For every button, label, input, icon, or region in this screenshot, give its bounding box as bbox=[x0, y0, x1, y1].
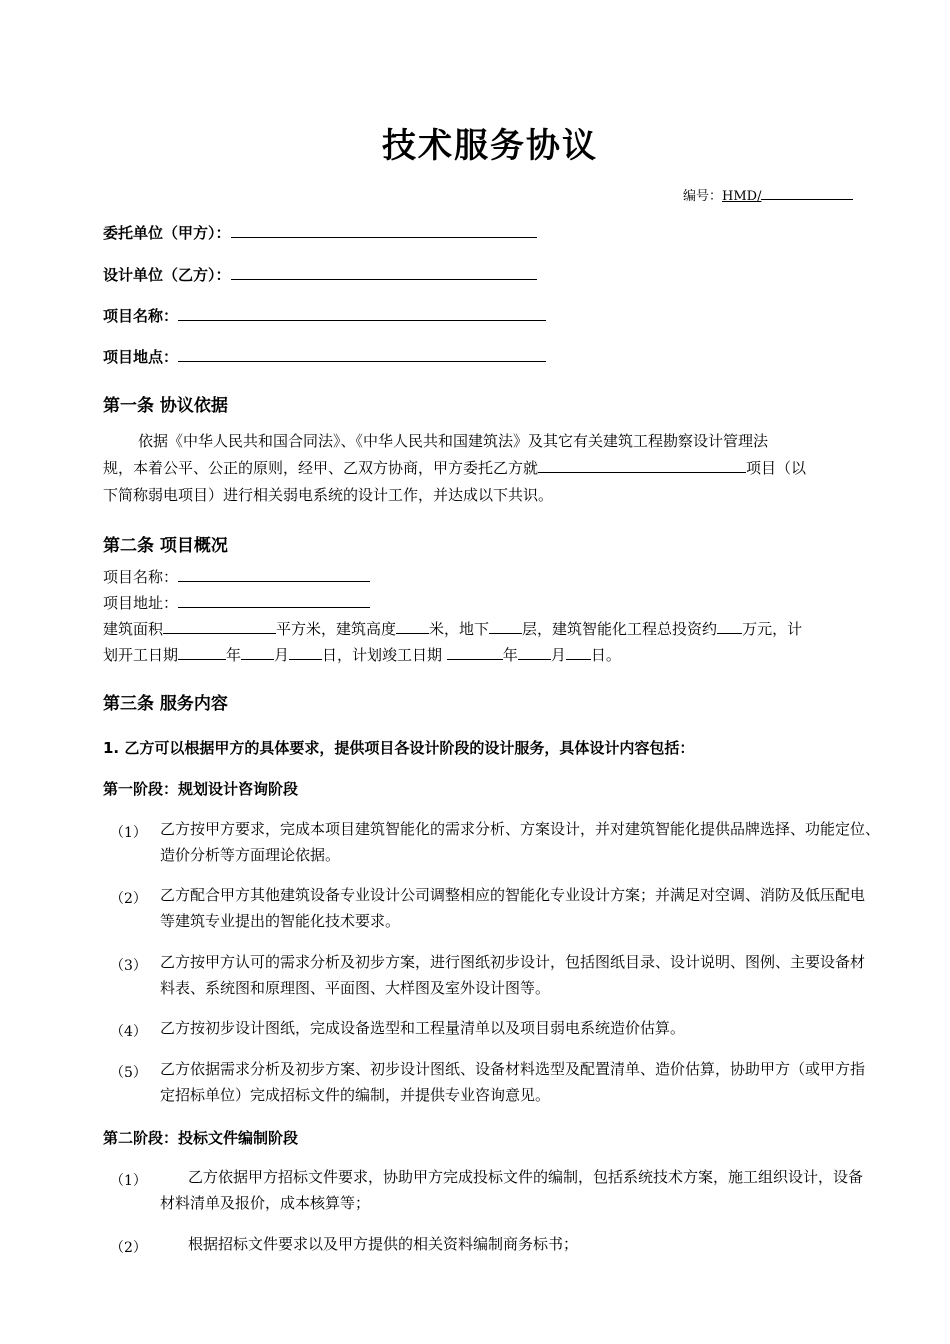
end-year-blank[interactable] bbox=[447, 658, 503, 660]
stage2-item1-num: （1） bbox=[110, 1173, 147, 1189]
client-unit-blank[interactable] bbox=[231, 236, 537, 238]
overview-address-row bbox=[103, 590, 370, 617]
end-day-blank[interactable] bbox=[566, 658, 591, 660]
basement-label: 米，地下 bbox=[429, 620, 490, 638]
overview-name-row bbox=[103, 564, 370, 591]
design-unit-label: 设计单位（乙方）： bbox=[103, 266, 231, 284]
entrusted-project-blank[interactable] bbox=[538, 471, 746, 473]
stage2-item2-num: （2） bbox=[110, 1240, 147, 1256]
article1-line3: 下简称弱电项目）进行相关弱电系统的设计工作，并达成以下共识。 bbox=[103, 486, 554, 504]
stage1-item4-text: 乙方按初步设计图纸，完成设备选型和工程量清单以及项目弱电系统造价估算。 bbox=[160, 1019, 686, 1037]
area-blank[interactable] bbox=[163, 632, 276, 634]
height-label: 平方米，建筑高度 bbox=[276, 620, 397, 638]
overview-dates-row bbox=[103, 642, 621, 669]
overview-name-blank[interactable] bbox=[178, 580, 370, 582]
document-title: 技术服务协议 bbox=[382, 126, 598, 166]
stage1-item4-num: （4） bbox=[110, 1024, 147, 1040]
end-month-blank[interactable] bbox=[518, 658, 551, 660]
article3-heading: 第三条 服务内容 bbox=[103, 694, 228, 714]
year-label-2: 年 bbox=[502, 646, 518, 664]
height-blank[interactable] bbox=[396, 632, 429, 634]
overview-name-label: 项目名称： bbox=[103, 568, 179, 586]
basement-blank[interactable] bbox=[489, 632, 522, 634]
month-label: 月 bbox=[274, 646, 290, 664]
stage2-item1-text: 乙方依据甲方招标文件要求，协助甲方完成投标文件的编制，包括系统技术方案，施工组织设计，设备材料清单及报价，成本核算等； bbox=[160, 1168, 864, 1212]
design-unit-blank[interactable] bbox=[231, 278, 537, 280]
article1-line2 bbox=[103, 455, 806, 482]
project-name-label: 项目名称： bbox=[103, 307, 179, 325]
year-label: 年 bbox=[226, 646, 242, 664]
start-date-label: 划开工日期 bbox=[103, 646, 179, 664]
service-item-1: 1. 乙方可以根据甲方的具体要求，提供项目各设计阶段的设计服务，具体设计内容包括： bbox=[103, 739, 695, 757]
article1-line1: 依据《中华人民共和国合同法》、《中华人民共和国建筑法》及其它有关建筑工程勘察设计管理法 bbox=[138, 432, 769, 450]
overview-area-row bbox=[103, 616, 802, 643]
start-day-blank[interactable] bbox=[289, 658, 322, 660]
project-location-blank[interactable] bbox=[178, 360, 546, 362]
day-label-2: 日。 bbox=[590, 646, 621, 664]
stage1-item5-text: 乙方依据需求分析及初步方案、初步设计图纸、设备材料选型及配置清单、造价估算，协助甲方（或甲方指定招标单位）完成招标文件的编制，并提供专业咨询意见。 bbox=[160, 1060, 866, 1104]
stage1-item3-num: （3） bbox=[110, 958, 147, 974]
investment-blank[interactable] bbox=[717, 632, 742, 634]
start-year-blank[interactable] bbox=[178, 658, 226, 660]
project-name-blank[interactable] bbox=[178, 319, 546, 321]
end-date-label: 日，计划竣工日期 bbox=[322, 646, 443, 664]
stage1-item3-text: 乙方按甲方认可的需求分析及初步方案，进行图纸初步设计，包括图纸目录、设计说明、图例、主要设备材料表、系统图和原理图、平面图、大样图及室外设计图等。 bbox=[160, 953, 866, 997]
design-unit-field bbox=[103, 264, 537, 285]
article1-line2-text: 规，本着公平、公正的原则，经甲、乙双方协商，甲方委托乙方就 bbox=[103, 459, 539, 477]
stage1-item5-num: （5） bbox=[110, 1065, 147, 1081]
serial-blank[interactable] bbox=[761, 198, 853, 200]
article2-heading: 第二条 项目概况 bbox=[103, 536, 228, 556]
stage2-item2-text: 根据招标文件要求以及甲方提供的相关资料编制商务标书； bbox=[188, 1235, 579, 1253]
start-month-blank[interactable] bbox=[241, 658, 274, 660]
stage1-item1-num: （1） bbox=[110, 825, 147, 841]
stage1-item2-num: （2） bbox=[110, 891, 147, 907]
overview-address-blank[interactable] bbox=[178, 606, 370, 608]
stage1-item1-text: 乙方按甲方要求，完成本项目建筑智能化的需求分析、方案设计，并对建筑智能化提供品牌选择、功能定位、造价分析等方面理论依据。 bbox=[160, 820, 881, 864]
stage1-item2-text: 乙方配合甲方其他建筑设备专业设计公司调整相应的智能化专业设计方案；并满足对空调、消防及低压配电等建筑专业提出的智能化技术要求。 bbox=[160, 886, 866, 930]
article1-line2-tail: 项目（以 bbox=[746, 459, 807, 477]
client-unit-label: 委托单位（甲方）： bbox=[103, 224, 231, 242]
overview-address-label: 项目地址： bbox=[103, 594, 179, 612]
investment-label: 层，建筑智能化工程总投资约 bbox=[522, 620, 718, 638]
month-label-2: 月 bbox=[550, 646, 566, 664]
project-location-label: 项目地点： bbox=[103, 348, 179, 366]
client-unit-field bbox=[103, 222, 537, 243]
project-location-field bbox=[103, 346, 546, 367]
area-label: 建筑面积 bbox=[103, 620, 164, 638]
article1-heading: 第一条 协议依据 bbox=[103, 396, 228, 416]
stage1-title: 第一阶段：规划设计咨询阶段 bbox=[103, 780, 299, 798]
serial-value: HMD/ bbox=[722, 189, 762, 204]
project-name-field bbox=[103, 305, 546, 326]
serial-number bbox=[683, 185, 853, 204]
stage2-title: 第二阶段：投标文件编制阶段 bbox=[103, 1129, 299, 1147]
investment-unit: 万元，计 bbox=[742, 620, 803, 638]
serial-label: 编号： bbox=[683, 189, 723, 204]
